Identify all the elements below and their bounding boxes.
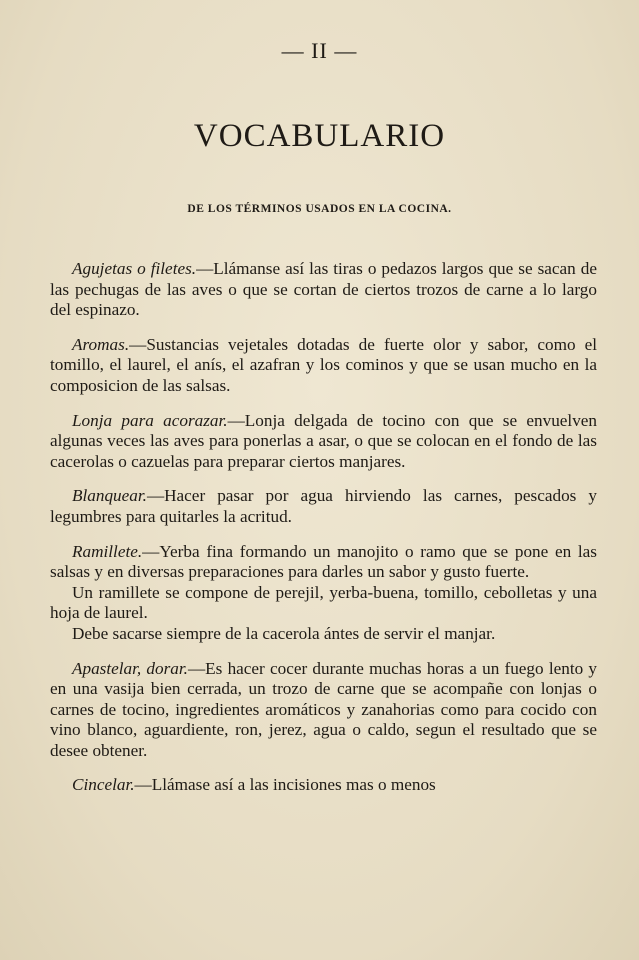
entry-definition: —Es hacer cocer durante muchas horas a un fuego lento y en una vasija bien cerrada, un trozo de carne que se acompañe con lonjas o carnes de tocino, ingredientes aromáticos y zanahorias como para cocido con vino blanco, aguardiente, ron, jerez, agua o caldo, segun el resultado que se desee obtener.: [50, 658, 597, 760]
page-title: VOCABULARIO: [193, 118, 446, 154]
entry-term: Lonja para acorazar.: [72, 410, 228, 430]
vocabulary-entry: [50, 411, 597, 473]
entry-paragraph: [50, 411, 597, 473]
vocabulary-entry: [50, 659, 597, 762]
entry-term: Aromas.: [72, 334, 130, 354]
entry-definition: —Yerba fina formando un manojito o ramo que se pone en las salsas y en diversas preparaciones para darles un sabor y gusto fuerte.: [50, 541, 597, 582]
vocabulary-entry: [50, 335, 597, 397]
entry-definition: —Hacer pasar por agua hirviendo las carnes, pescados y legumbres para quitarles la acritud.: [50, 486, 597, 526]
vocabulary-entry: [50, 542, 597, 645]
entry-term: Agujetas o filetes.: [72, 259, 197, 278]
entry-paragraph: [50, 335, 597, 397]
vocabulary-entry: [50, 259, 597, 321]
entry-paragraph: [50, 583, 597, 624]
entry-definition: —Lonja delgada de tocino con que se envuelven algunas veces las aves para ponerlas a asar, o que se colocan en el fondo de las cacerolas o cazuelas para preparar ciertos manjares.: [50, 410, 598, 471]
entry-definition: —Llámanse así las tiras o pedazos largos que se sacan de las pechugas de las aves o que se cortan de ciertos trozos de carne a lo largo del espinazo.: [50, 259, 597, 320]
page-number: — II —: [281, 38, 358, 63]
entry-paragraph: [50, 486, 597, 527]
entry-paragraph: [50, 259, 597, 321]
entry-term: Cincelar.: [72, 775, 135, 795]
vocabulary-entry: [50, 486, 597, 527]
entry-term: Ramillete.: [72, 541, 143, 561]
vocabulary-entry: [50, 775, 597, 796]
vocabulary-body: [50, 259, 597, 810]
entry-paragraph: [50, 624, 597, 645]
entry-paragraph: [50, 775, 597, 796]
entry-term: Blanquear.: [72, 486, 147, 506]
entry-definition: —Llámase así a las incisiones mas o menos: [134, 775, 436, 795]
entry-definition: Debe sacarse siempre de la cacerola ántes de servir el manjar.: [72, 623, 496, 643]
page-subtitle: DE LOS TÉRMINOS USADOS EN LA COCINA.: [187, 203, 452, 215]
entry-paragraph: [50, 659, 597, 762]
entry-definition: Un ramillete se compone de perejil, yerba-buena, tomillo, cebolletas y una hoja de laurel.: [50, 582, 597, 623]
entry-paragraph: [50, 542, 597, 583]
entry-definition: —Sustancias vejetales dotadas de fuerte olor y sabor, como el tomillo, el laurel, el anís, el azafran y los cominos y que se usan mucho en la composicion de las salsas.: [50, 334, 597, 395]
entry-term: Apastelar, dorar.: [72, 658, 188, 678]
